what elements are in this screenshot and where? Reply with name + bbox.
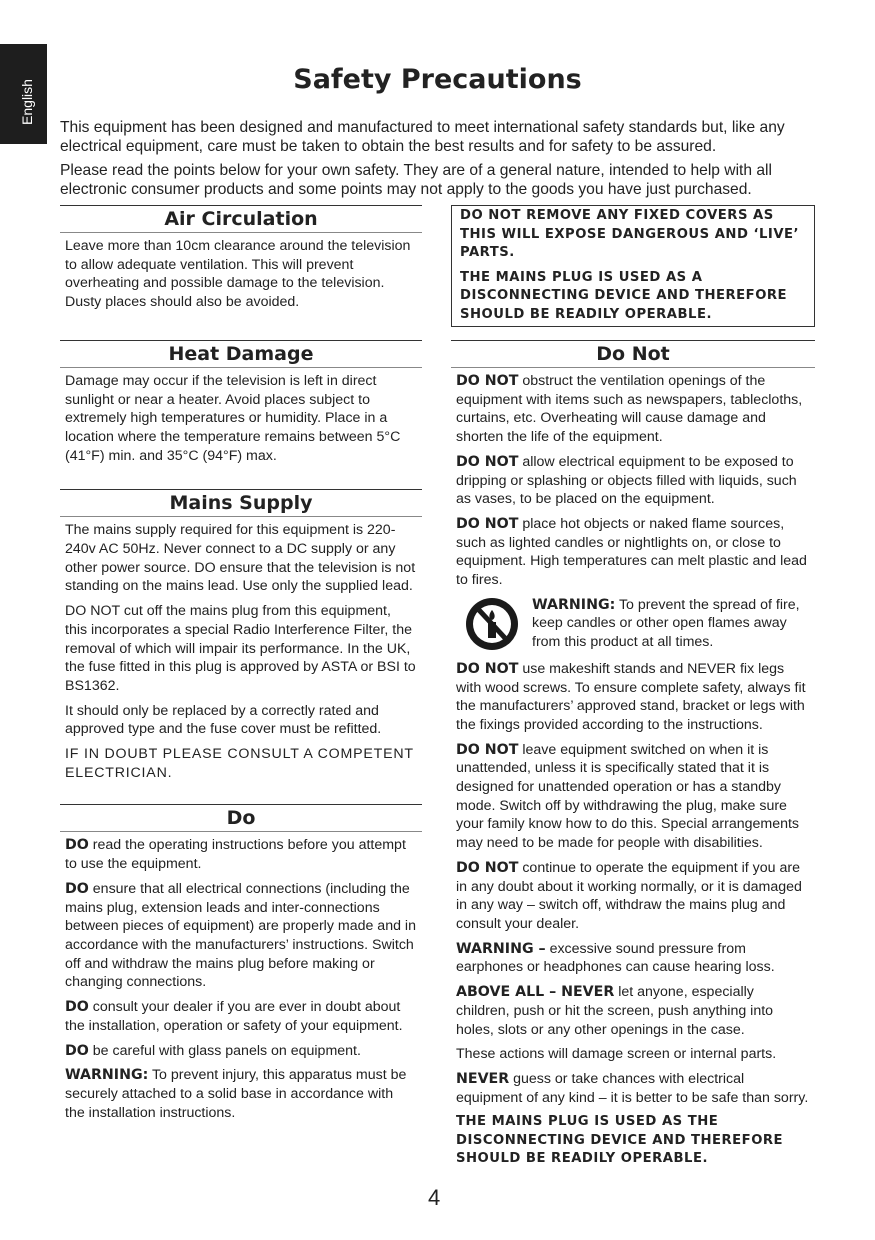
do-item: DO be careful with glass panels on equipment. xyxy=(65,1042,361,1059)
do-item: DO ensure that all electrical connections (including the mains plug, extension leads and inter-connections between pieces of equipment) are properly made and in accordance with the manufacturers’ instructions. Switch off and withdraw the mains plug before making or changing connections. xyxy=(65,880,416,991)
do-not-item: DO NOT allow electrical equipment to be exposed to dripping or splashing or objects filled with liquids, such as vases, to be placed on the equipment. xyxy=(456,453,797,508)
do-item: WARNING: To prevent injury, this apparatus must be securely attached to a solid base in accordance with the installation instructions. xyxy=(65,1067,407,1121)
candle-warning-text: WARNING: To prevent the spread of fire, keep candles or other open flames away from this product at all times. xyxy=(532,596,800,651)
mains-supply-heading: Mains Supply xyxy=(60,489,422,517)
left-column xyxy=(60,205,422,1128)
warning-box-text: THE MAINS PLUG IS USED AS A DISCONNECTING DEVICE AND THEREFORE SHOULD BE READILY OPERABLE. xyxy=(460,269,788,322)
mains-supply-paragraph: The mains supply required for this equipment is 220-240v AC 50Hz. Never connect to a DC supply or any other power source. DO ensure that the television is not standing on the mains lead. Use only the supplied lead. xyxy=(65,522,416,595)
do-not-item: DO NOT place hot objects or naked flame sources, such as lighted candles or nightlights on, or close to equipment. High temperatures can melt plastic and lead to fires. xyxy=(456,515,807,589)
mains-supply-section xyxy=(60,489,422,782)
heat-damage-section xyxy=(60,340,422,466)
do-not-heading: Do Not xyxy=(451,340,815,368)
heat-damage-text: Damage may occur if the television is left in direct sunlight or near a heater. Avoid places subject to extremely high temperatures or humidity. Place in a location where the temperature remains between 5°C (41°F) min. and 35°C (94°F) max. xyxy=(65,372,401,464)
air-circulation-heading: Air Circulation xyxy=(60,205,422,233)
intro-paragraph-2: Please read the points below for your own safety. They are of a general nature, intended to help with all electronic consumer products and some points may not apply to the goods you have just purchased. xyxy=(60,162,772,198)
air-circulation-text: Leave more than 10cm clearance around the television to allow adequate ventilation. This will prevent overheating and possible damage to the television. Dusty places should also be avoided. xyxy=(65,238,411,311)
language-label: English xyxy=(18,79,35,125)
mains-supply-paragraph: It should only be replaced by a correctly rated and approved type and the fuse cover must be refitted. xyxy=(65,702,382,738)
do-not-item: NEVER guess or take chances with electrical equipment of any kind – it is better to be safe than sorry. xyxy=(456,1070,809,1106)
do-not-item: These actions will damage screen or internal parts. xyxy=(456,1046,777,1063)
do-not-item: ABOVE ALL – NEVER let anyone, especially children, push or hit the screen, push anything into holes, slots or any other openings in the case. xyxy=(456,984,774,1038)
page-title: Safety Precautions xyxy=(293,64,582,95)
right-column xyxy=(451,205,815,1175)
do-not-section xyxy=(451,340,815,1169)
do-not-item: DO NOT obstruct the ventilation openings of the equipment with items such as newspapers, tablecloths, curtains, etc. Overheating will cause damage and shorten the life of the equipment. xyxy=(456,373,803,446)
page-number: 4 xyxy=(428,1185,441,1210)
do-section xyxy=(60,804,422,1122)
do-not-item: DO NOT use makeshift stands and NEVER fix legs with wood screws. To ensure complete safety, always fit the manufacturers’ approved stand, bracket or legs with the fixings provided according to the instructions. xyxy=(456,660,806,733)
warning-box xyxy=(451,205,815,327)
do-not-item: DO NOT leave equipment switched on when it is unattended, unless it is specifically stated that it is designed for unattended operation or has a standby mode. Switch off by withdrawing the plug, make sure your family know how to do this. Special arrangements may need to be made for people with disabilities. xyxy=(456,741,800,852)
mains-supply-paragraph: DO NOT cut off the mains plug from this equipment, this incorporates a special Radio Interference Filter, the removal of which will impair its performance. In the UK, the fuse fitted in this plug is approved by ASTA or BSI to BS1362. xyxy=(65,603,416,694)
do-item: DO read the operating instructions before you attempt to use the equipment. xyxy=(65,837,406,873)
do-heading: Do xyxy=(60,804,422,832)
do-item: DO consult your dealer if you are ever in doubt about the installation, operation or safety of your equipment. xyxy=(65,999,403,1034)
do-not-item: WARNING – excessive sound pressure from earphones or headphones can cause hearing loss. xyxy=(456,940,775,976)
air-circulation-section xyxy=(60,205,422,312)
heat-damage-heading: Heat Damage xyxy=(60,340,422,368)
intro-paragraph-1: This equipment has been designed and manufactured to meet international safety standards but, like any electrical equipment, care must be taken to obtain the best results and for safety to be assured. xyxy=(60,119,785,155)
final-warning: THE MAINS PLUG IS USED AS THE DISCONNECTING DEVICE AND THEREFORE SHOULD BE READILY OPERABLE. xyxy=(456,1114,784,1167)
candle-warning xyxy=(456,596,809,652)
warning-box-text: DO NOT REMOVE ANY FIXED COVERS AS THIS WILL EXPOSE DANGEROUS AND ‘LIVE’ PARTS. xyxy=(460,208,800,260)
mains-supply-paragraph: IF IN DOUBT PLEASE CONSULT A COMPETENT ELECTRICIAN. xyxy=(65,746,414,781)
no-candles-icon xyxy=(464,596,520,652)
do-not-item: DO NOT continue to operate the equipment if you are in any doubt about it working normally, or it is damaged in any way – switch off, withdraw the mains plug and consult your dealer. xyxy=(456,859,802,932)
